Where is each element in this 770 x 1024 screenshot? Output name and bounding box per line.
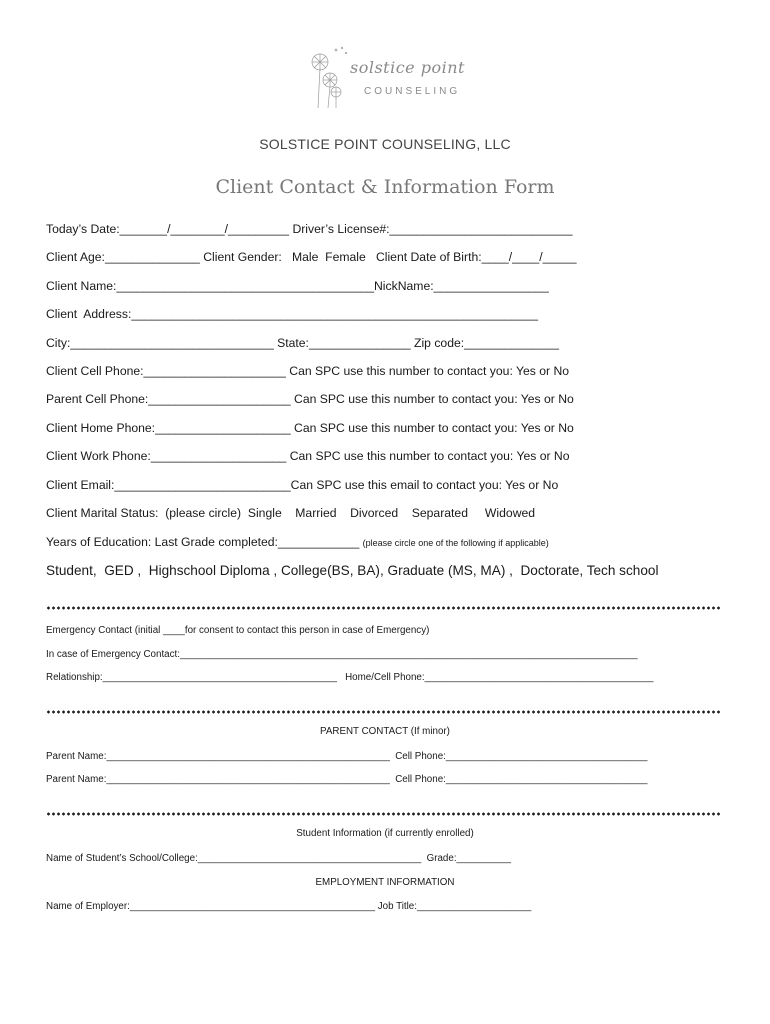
age-gender-dob-line[interactable]: Client Age:______________ Client Gender: Male Female Client Date of Birth:____/____/_____ [46, 250, 577, 264]
student-info-heading: Student Information (if currently enrolled) [296, 828, 474, 839]
parent-name-line[interactable]: Parent Name:____________________________________________________ Cell Phone:_____________________________________ [46, 751, 648, 762]
education-line[interactable] [46, 535, 549, 549]
dandelion-icon [306, 44, 350, 110]
company-name: SOLSTICE POINT COUNSELING, LLC [259, 136, 511, 152]
school-grade-line[interactable]: Name of Student’s School/College:_________________________________________ Grade:__________ [46, 853, 512, 864]
emergency-contact-line[interactable]: In case of Emergency Contact:____________________________________________________________________________________ [46, 649, 638, 660]
date-license-line[interactable]: Today’s Date:_______/________/_________ Driver’s License#:___________________________ [46, 222, 573, 236]
client-email-line[interactable]: Client Email:__________________________Can SPC use this email to contact you: Yes or No [46, 478, 559, 492]
education-label: Years of Education: Last Grade completed:____________ [46, 535, 360, 549]
education-options[interactable]: Student, GED , Highschool Diploma , College(BS, BA), Graduate (MS, MA) , Doctorate, Tech school [46, 563, 659, 578]
company-logo [306, 44, 476, 110]
client-name-line[interactable]: Client Name:______________________________________NickName:_________________ [46, 279, 549, 293]
client-home-phone-line[interactable]: Client Home Phone:____________________ Can SPC use this number to contact you: Yes or No [46, 421, 574, 435]
logo-script-text: solstice point [350, 58, 465, 77]
client-cell-phone-line[interactable]: Client Cell Phone:_____________________ Can SPC use this number to contact you: Yes or No [46, 364, 570, 378]
client-address-line[interactable]: Client Address:____________________________________________________________ [46, 307, 539, 321]
section-divider [46, 606, 722, 610]
logo-subtitle: COUNSELING [364, 86, 461, 97]
employment-heading: EMPLOYMENT INFORMATION [315, 877, 455, 888]
marital-status-line[interactable]: Client Marital Status: (please circle) Single Married Divorced Separated Widowed [46, 506, 536, 520]
relationship-phone-line[interactable]: Relationship:___________________________________________ Home/Cell Phone:__________________________________________ [46, 672, 654, 683]
emergency-consent-line[interactable]: Emergency Contact (initial ____for consent to contact this person in case of Emergency) [46, 625, 430, 636]
education-note: (please circle one of the following if applicable) [362, 538, 549, 548]
parent-name-line[interactable]: Parent Name:____________________________________________________ Cell Phone:_____________________________________ [46, 774, 648, 785]
parent-contact-heading: PARENT CONTACT (If minor) [320, 726, 450, 737]
parent-cell-phone-line[interactable]: Parent Cell Phone:_____________________ Can SPC use this number to contact you: Yes or No [46, 392, 574, 406]
client-work-phone-line[interactable]: Client Work Phone:____________________ Can SPC use this number to contact you: Yes or No [46, 449, 570, 463]
section-divider [46, 710, 722, 714]
form-title: Client Contact & Information Form [215, 176, 555, 198]
city-state-zip-line[interactable]: City:______________________________ State:_______________ Zip code:______________ [46, 336, 560, 350]
employer-job-line[interactable]: Name of Employer:_____________________________________________ Job Title:_____________________ [46, 901, 532, 912]
section-divider [46, 812, 722, 816]
